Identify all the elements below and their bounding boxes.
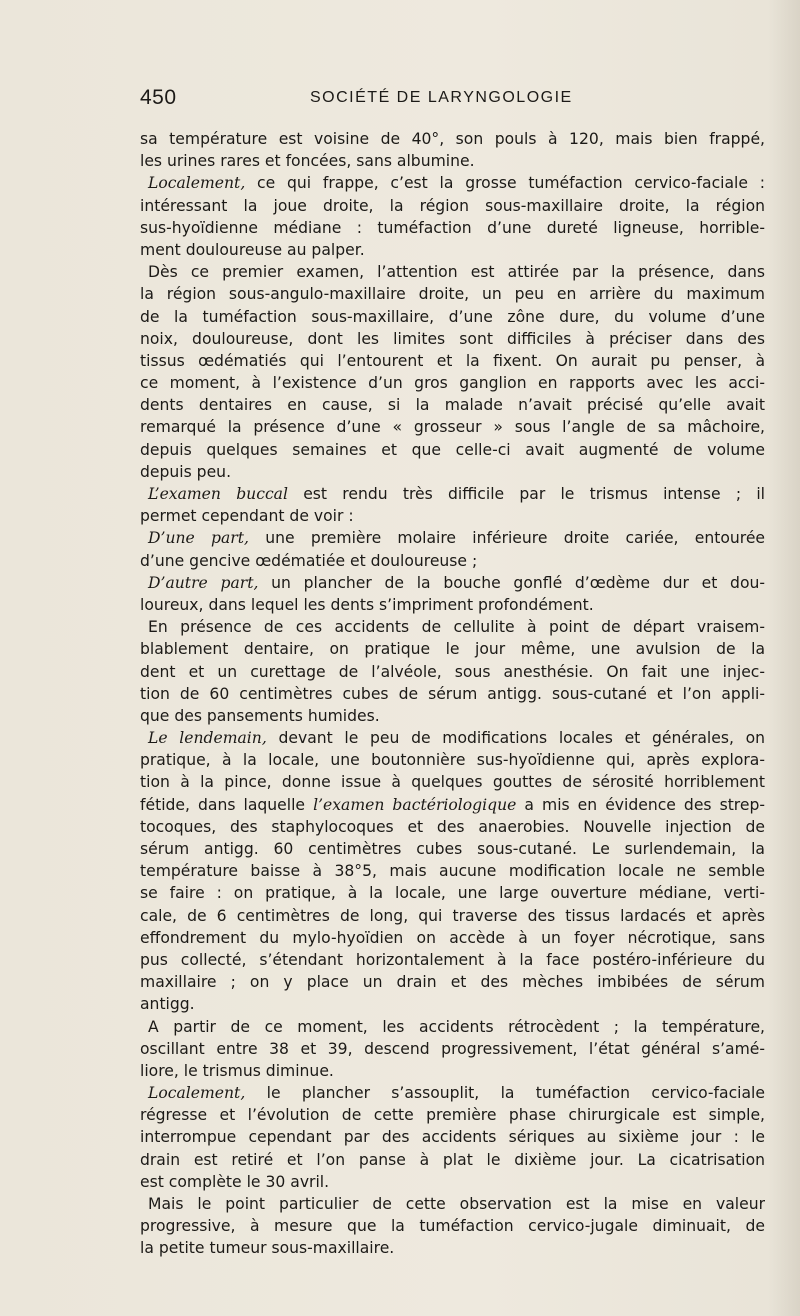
text-line <box>140 483 765 505</box>
text-line <box>140 1193 765 1215</box>
line-text: liore, le trismus diminue. <box>140 1061 334 1080</box>
text-line <box>140 816 765 838</box>
text-line <box>140 150 765 172</box>
text-line <box>140 527 765 549</box>
line-text: d’une gencive œdématiée et douloureuse ; <box>140 551 478 570</box>
line-text: depuis peu. <box>140 462 232 481</box>
page-header <box>140 86 765 116</box>
text-line <box>140 927 765 949</box>
line-text: que des pansements humides. <box>140 706 380 725</box>
line-text: devant le peu de modifications locales et générales, on <box>266 729 765 748</box>
running-title: SOCIÉTÉ DE LARYNGOLOGIE <box>310 89 573 106</box>
text-line <box>140 461 765 483</box>
text-line <box>140 1237 765 1259</box>
line-text: progressive, à mesure que la tuméfaction cervico-jugale diminuait, de <box>140 1217 765 1236</box>
text-line <box>140 905 765 927</box>
line-text: loureux, dans lequel les dents s’impriment profondément. <box>140 595 594 614</box>
text-line <box>140 306 765 328</box>
line-text: la petite tumeur sous-maxillaire. <box>140 1239 395 1258</box>
line-text: intéressant la joue droite, la région sous-maxillaire droite, la région <box>140 196 765 215</box>
line-text: tocoques, des staphylocoques et des anaerobies. Nouvelle injection de <box>140 817 765 836</box>
text-line <box>140 372 765 394</box>
text-line <box>140 416 765 438</box>
line-text: sus-hyoïdienne médiane : tuméfaction d’une dureté ligneuse, horrible- <box>140 218 765 237</box>
text-line <box>140 949 765 971</box>
line-text: se faire : on pratique, à la locale, une large ouverture médiane, verti- <box>140 884 765 903</box>
line-text: tissus œdématiés qui l’entourent et la fixent. On aurait pu penser, à <box>140 351 765 370</box>
text-line <box>140 283 765 305</box>
line-text: drain est retiré et l’on panse à plat le dixième jour. La cicatrisation <box>140 1150 765 1169</box>
text-line <box>140 705 765 727</box>
line-text: température baisse à 38°5, mais aucune modification locale ne semble <box>140 862 765 881</box>
line-text: dents dentaires en cause, si la malade n’avait précisé qu’elle avait <box>140 396 765 415</box>
italic-phrase: l’examen bactériologique <box>313 795 517 814</box>
line-text: oscillant entre 38 et 39, descend progressivement, l’état général s’amé- <box>140 1039 765 1058</box>
text-line <box>140 882 765 904</box>
line-text: sa température est voisine de 40°, son pouls à 120, mais bien frappé, <box>140 130 765 148</box>
text-line <box>140 505 765 527</box>
text-line <box>140 1126 765 1148</box>
text-line <box>140 993 765 1015</box>
line-text: tion de 60 centimètres cubes de sérum antigg. sous-cutané et l’on appli- <box>140 684 765 703</box>
text-line <box>140 594 765 616</box>
line-text: fétide, dans laquelle <box>140 795 314 814</box>
italic-lead: D’une part, <box>148 529 249 548</box>
line-text: ment douloureuse au palper. <box>140 240 365 259</box>
italic-lead: L’examen buccal <box>148 485 288 503</box>
text-line <box>140 1016 765 1038</box>
text-line <box>140 683 765 705</box>
line-text: antigg. <box>140 995 195 1014</box>
line-text: a mis en évidence des strep- <box>516 795 765 814</box>
text-line <box>140 860 765 882</box>
text-line <box>140 1171 765 1193</box>
text-line <box>140 971 765 993</box>
text-line <box>140 838 765 860</box>
text-line <box>140 328 765 350</box>
line-text: un plancher de la bouche gonflé d’œdème dur et dou- <box>258 573 765 592</box>
line-text: est complète le 30 avril. <box>140 1172 330 1191</box>
line-text: ce qui frappe, c’est la grosse tuméfaction cervico-faciale : <box>245 174 765 193</box>
italic-lead: D’autre part, <box>148 573 259 592</box>
text-line <box>140 771 765 793</box>
line-text: pus collecté, s’étendant horizontalement à la face postéro-inférieure du <box>140 950 765 969</box>
text-line <box>140 661 765 683</box>
text-line <box>140 749 765 771</box>
line-text: noix, douloureuse, dont les limites sont difficiles à préciser dans des <box>140 329 765 348</box>
line-text: interrompue cependant par des accidents sériques au sixième jour : le <box>140 1128 765 1147</box>
line-text: cale, de 6 centimètres de long, qui traverse des tissus lardacés et après <box>140 906 765 925</box>
line-text: En présence de ces accidents de cellulite à point de départ vraisem- <box>148 618 765 637</box>
line-text: pratique, à la locale, une boutonnière sus-hyoïdienne qui, après explora- <box>140 751 765 770</box>
text-line <box>140 572 765 594</box>
text-line <box>140 794 765 816</box>
line-text: sérum antigg. 60 centimètres cubes sous-cutané. Le surlendemain, la <box>140 840 765 858</box>
page-number: 450 <box>140 86 177 109</box>
text-line <box>140 1215 765 1237</box>
line-text: une première molaire inférieure droite cariée, entourée <box>248 529 765 548</box>
text-line <box>140 394 765 416</box>
line-text: tion à la pince, donne issue à quelques gouttes de sérosité horriblement <box>140 773 765 792</box>
line-text: A partir de ce moment, les accidents rétrocèdent ; la température, <box>148 1017 765 1036</box>
text-line <box>140 727 765 749</box>
line-text: dent et un curettage de l’alvéole, sous anesthésie. On fait une injec- <box>140 662 765 681</box>
text-line <box>140 616 765 638</box>
line-text: la région sous-angulo-maxillaire droite, un peu en arrière du maximum <box>140 285 765 304</box>
line-text: remarqué la présence d’une « grosseur » sous l’angle de sa mâchoire, <box>140 418 765 437</box>
line-text: permet cependant de voir : <box>140 507 354 526</box>
text-line <box>140 439 765 461</box>
text-line <box>140 1082 765 1104</box>
line-text: le plancher s’assouplit, la tuméfaction cervico-faciale <box>245 1084 765 1103</box>
text-line <box>140 261 765 283</box>
text-line <box>140 239 765 261</box>
line-text: les urines rares et foncées, sans albumine. <box>140 152 475 171</box>
text-line <box>140 217 765 239</box>
text-line <box>140 1104 765 1126</box>
line-text: blablement dentaire, on pratique le jour même, une avulsion de la <box>140 640 765 659</box>
line-text: effondrement du mylo-hyoïdien on accède à un foyer nécrotique, sans <box>140 928 765 947</box>
line-text: régresse et l’évolution de cette première phase chirurgicale est simple, <box>140 1106 765 1125</box>
line-text: est rendu très difficile par le trismus intense ; il <box>287 485 765 503</box>
line-text: Mais le point particulier de cette observation est la mise en valeur <box>148 1195 765 1213</box>
text-line <box>140 550 765 572</box>
text-line <box>140 1038 765 1060</box>
line-text: depuis quelques semaines et que celle-ci avait augmenté de volume <box>140 440 765 459</box>
italic-lead: Localement, <box>148 174 246 193</box>
text-line <box>140 1060 765 1082</box>
text-line <box>140 638 765 660</box>
line-text: Dès ce premier examen, l’attention est attirée par la présence, dans <box>148 263 765 282</box>
line-text: maxillaire ; on y place un drain et des mèches imbibées de sérum <box>140 973 765 992</box>
text-line <box>140 172 765 194</box>
text-line <box>140 128 765 150</box>
italic-lead: Le lendemain, <box>148 729 267 748</box>
line-text: de la tuméfaction sous-maxillaire, d’une zône dure, du volume d’une <box>140 307 765 326</box>
text-line <box>140 1149 765 1171</box>
text-line <box>140 195 765 217</box>
italic-lead: Localement, <box>148 1084 246 1103</box>
line-text: ce moment, à l’existence d’un gros ganglion en rapports avec les acci- <box>140 374 765 393</box>
body-text <box>140 128 765 1260</box>
text-line <box>140 350 765 372</box>
